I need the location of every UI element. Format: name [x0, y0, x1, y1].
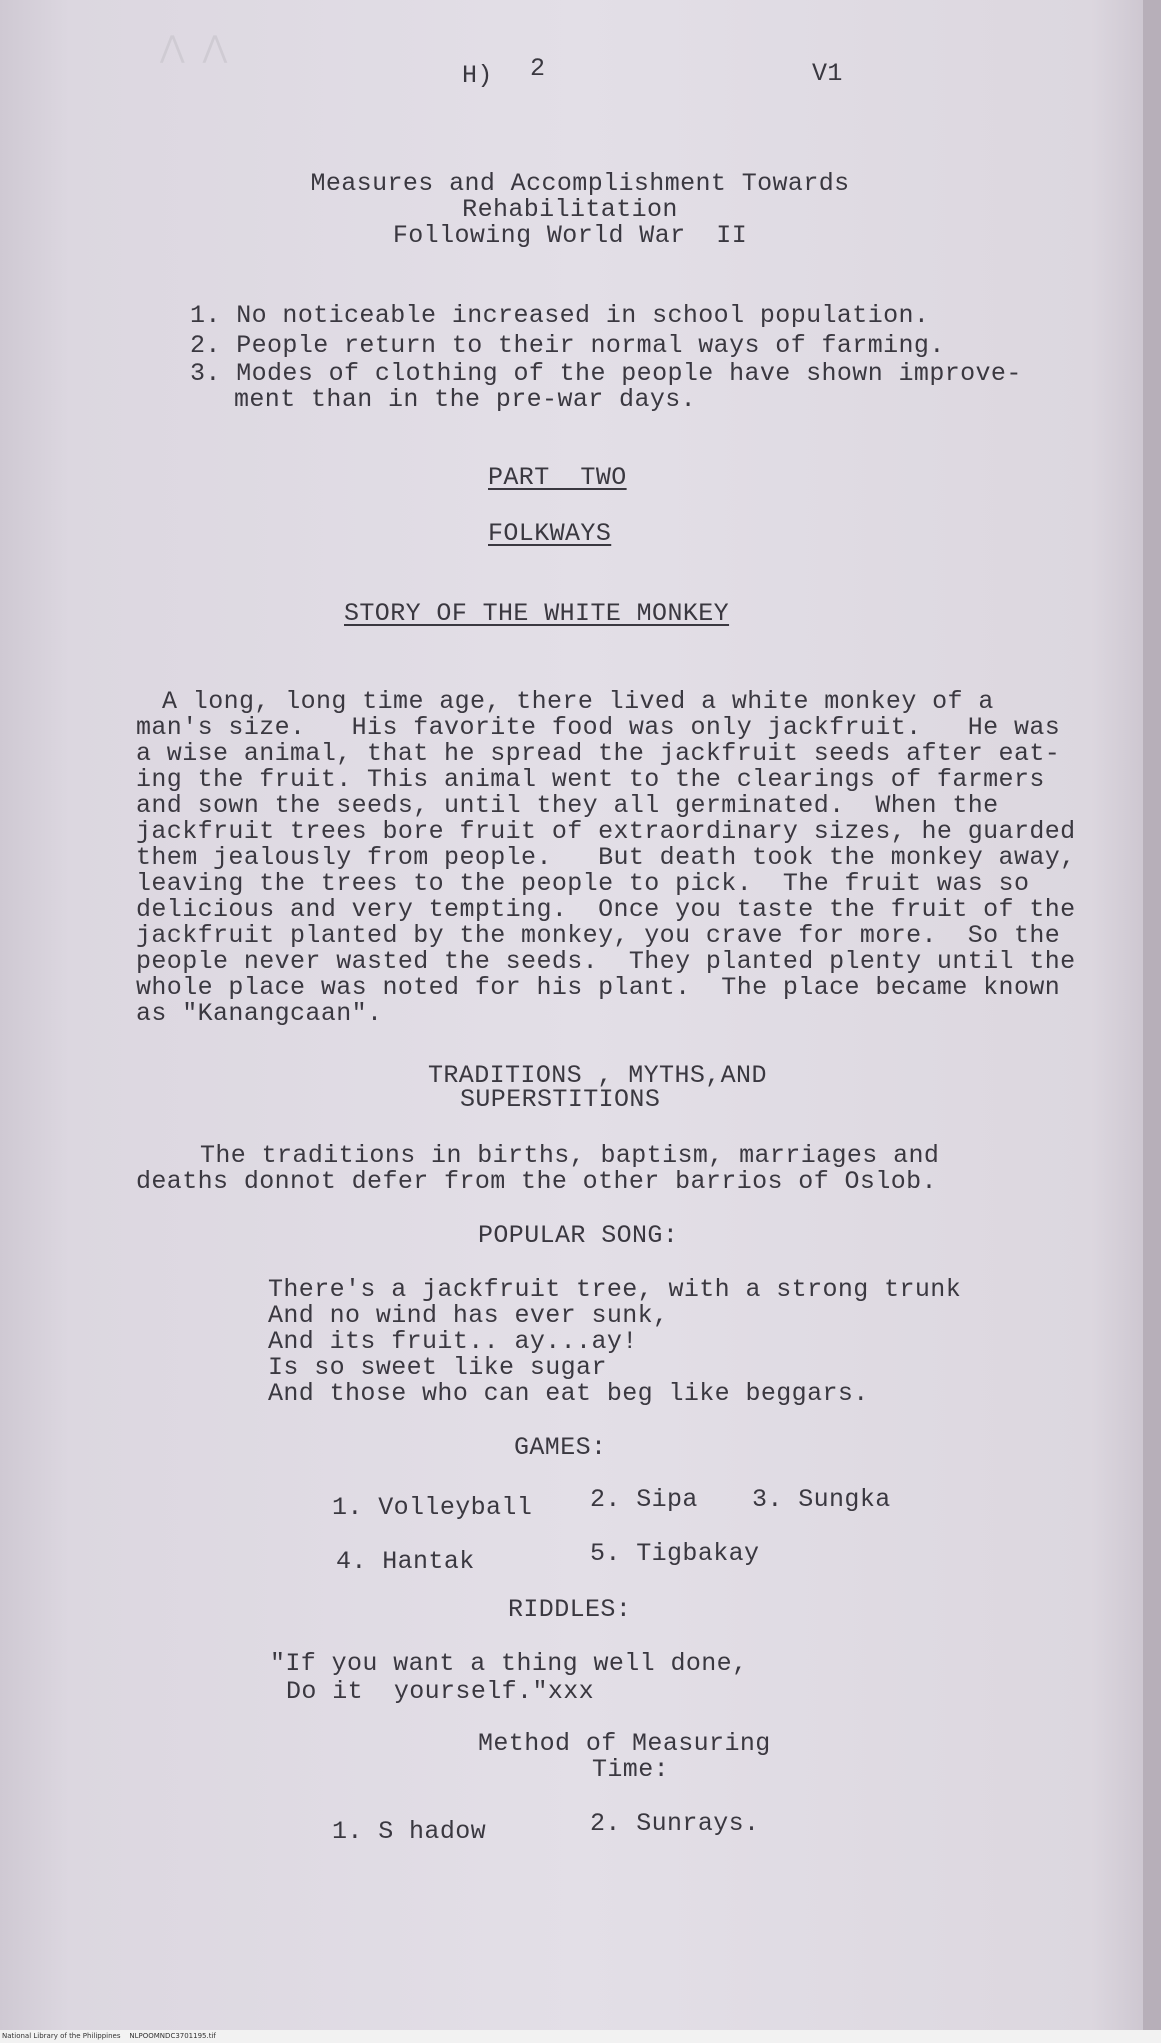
song-line: Is so sweet like sugar [268, 1353, 607, 1382]
traditions-text: deaths donnot defer from the other barrios of Oslob. [136, 1167, 937, 1196]
story-line: people never wasted the seeds. They planted plenty until the [136, 947, 1076, 976]
traditions-heading-line-2: SUPERSTITIONS [460, 1085, 661, 1114]
title-line-3: Following World War II [392, 221, 748, 250]
accomplishment-item: 3. Modes of clothing of the people have shown improve- [190, 359, 1022, 388]
story-line: a wise animal, that he spread the jackfruit seeds after eat- [136, 739, 1061, 768]
accomplishment-item: 1. No noticeable increased in school population. [190, 301, 930, 330]
header-left-mark: H) [462, 61, 493, 90]
traditions-heading-line-1: TRADITIONS , MYTHS,AND [428, 1061, 767, 1090]
story-line: delicious and very tempting. Once you taste the fruit of the [136, 895, 1076, 924]
header-right-mark: V1 [812, 59, 843, 88]
measuring-item: 2. Sunrays. [590, 1809, 760, 1838]
game-item: 5. Tigbakay [590, 1539, 760, 1568]
riddle-line: "If you want a thing well done, [270, 1649, 748, 1678]
story-line: and sown the seeds, until they all germinated. When the [136, 791, 999, 820]
game-item: 2. Sipa [590, 1485, 698, 1514]
song-line: There's a jackfruit tree, with a strong trunk [268, 1275, 962, 1304]
scan-footer: National Library of the Philippines NLPOOMNDC3701195.tif [0, 2030, 1161, 2043]
story-line: as "Kanangcaan". [136, 999, 383, 1028]
part-two-heading: PART TWO [488, 463, 627, 492]
page-number: 2 [530, 54, 546, 83]
game-item: 3. Sungka [752, 1485, 891, 1514]
measuring-item: 1. S hadow [332, 1817, 487, 1846]
story-line: leaving the trees to the people to pick. The fruit was so [136, 869, 1030, 898]
story-line: man's size. His favorite food was only jackfruit. He was [136, 713, 1061, 742]
measuring-heading-line-1: Method of Measuring [478, 1729, 771, 1758]
story-line: jackfruit planted by the monkey, you crave for more. So the [136, 921, 1061, 950]
traditions-text: The traditions in births, baptism, marriages and [200, 1141, 940, 1170]
song-line: And its fruit.. ay...ay! [268, 1327, 638, 1356]
riddles-heading: RIDDLES: [508, 1595, 632, 1624]
story-line: A long, long time age, there lived a white monkey of a [162, 687, 994, 716]
title-line-2: Rehabilitation [462, 195, 678, 224]
accomplishment-item: ment than in the pre-war days. [234, 385, 697, 414]
title-line-1: Measures and Accomplishment Towards [310, 169, 850, 198]
story-line: them jealously from people. But death took the monkey away, [136, 843, 1076, 872]
story-line: whole place was noted for his plant. The place became known [136, 973, 1061, 1002]
accomplishment-item: 2. People return to their normal ways of farming. [190, 331, 945, 360]
story-line: jackfruit trees bore fruit of extraordinary sizes, he guarded [136, 817, 1076, 846]
game-item: 1. Volleyball [332, 1493, 533, 1522]
emboss-mark: ⋀ ⋀ [160, 33, 228, 67]
riddle-line: Do it yourself."xxx [286, 1677, 595, 1706]
measuring-heading-line-2: Time: [592, 1755, 670, 1784]
folkways-heading: FOLKWAYS [488, 519, 612, 548]
game-item: 4. Hantak [336, 1547, 475, 1576]
story-line: ing the fruit. This animal went to the clearings of farmers [136, 765, 1045, 794]
song-heading: POPULAR SONG: [478, 1221, 679, 1250]
page-edge [1143, 0, 1161, 2030]
games-heading: GAMES: [514, 1433, 607, 1462]
song-line: And no wind has ever sunk, [268, 1301, 669, 1330]
song-line: And those who can eat beg like beggars. [268, 1379, 869, 1408]
story-heading: STORY OF THE WHITE MONKEY [344, 599, 730, 628]
